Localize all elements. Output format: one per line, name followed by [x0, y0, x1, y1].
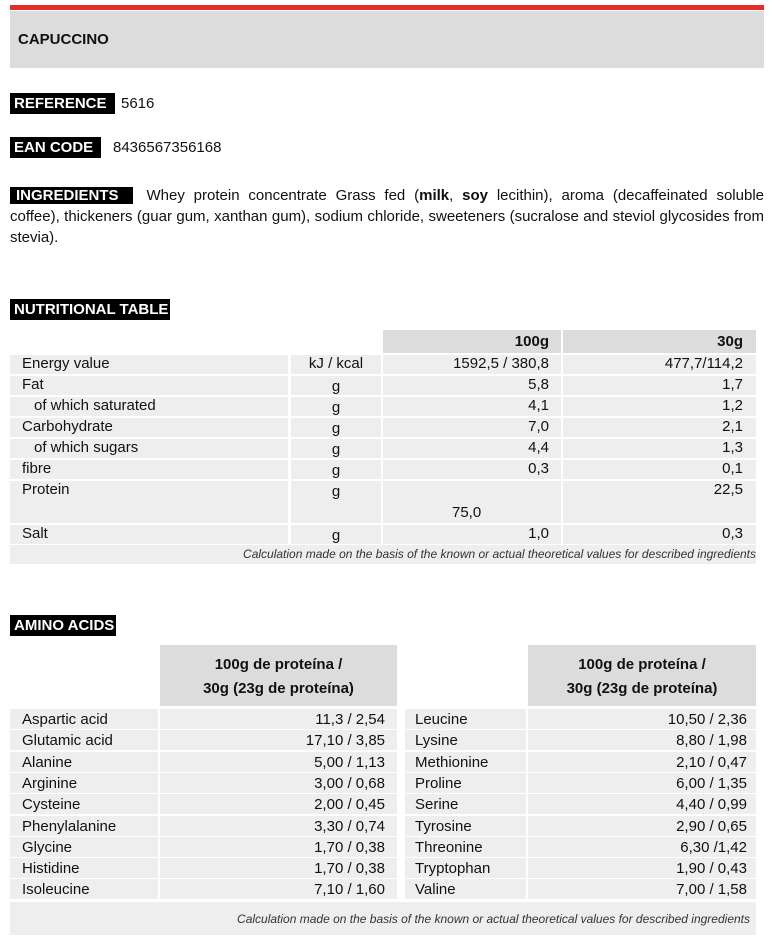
ean-value: 8436567356168 — [113, 139, 222, 156]
col-30g-header: 30g — [717, 333, 743, 350]
amino-value: 3,00 / 0,68 — [314, 775, 385, 792]
amino-name: Proline — [415, 775, 462, 792]
amino-name: Glycine — [22, 839, 73, 856]
amino-value: 11,3 / 2,54 — [315, 711, 385, 728]
nutrient-name: Energy value — [22, 355, 110, 372]
amino-name: Arginine — [22, 775, 78, 792]
nutrient-name: Salt — [22, 525, 48, 542]
nutrition-note: Calculation made on the basis of the known or actual theoretical values for described ingredients — [243, 547, 756, 561]
nutrient-value-30g: 0,3 — [722, 525, 743, 542]
amino-note: Calculation made on the basis of the known or actual theoretical values for described ingredients — [237, 912, 750, 926]
nutrient-value-100g: 4,1 — [528, 397, 549, 414]
amino-value: 7,00 / 1,58 — [676, 881, 747, 898]
ingredients-part: Whey protein concentrate Grass fed ( — [146, 187, 420, 204]
amino-value: 6,00 / 1,35 — [676, 775, 747, 792]
product-header — [10, 11, 764, 68]
amino-name: Isoleucine — [22, 881, 90, 898]
col-100g-header: 100g — [514, 333, 549, 350]
nutrient-value-100g: 75,0 — [452, 504, 482, 521]
nutrient-value-30g: 0,1 — [722, 460, 743, 477]
amino-value: 4,40 / 0,99 — [676, 796, 747, 813]
nutrient-unit: g — [331, 420, 341, 437]
amino-col-header-line2: 30g (23g de proteína) — [203, 680, 354, 697]
amino-value: 8,80 / 1,98 — [676, 732, 747, 749]
amino-value: 3,30 / 0,74 — [314, 818, 385, 835]
amino-name: Tyrosine — [415, 818, 472, 835]
nutrient-unit: g — [331, 441, 341, 458]
allergen-soy: soy — [462, 187, 488, 204]
amino-name: Serine — [415, 796, 459, 813]
nutrient-value-100g: 0,3 — [528, 460, 549, 477]
amino-value: 6,30 /1,42 — [680, 839, 747, 856]
amino-name: Cysteine — [22, 796, 81, 813]
reference-value: 5616 — [121, 95, 155, 112]
nutrient-value-100g: 1592,5 / 380,8 — [453, 355, 549, 372]
product-title: CAPUCCINO — [18, 31, 109, 48]
amino-value: 1,70 / 0,38 — [314, 839, 385, 856]
amino-name: Valine — [415, 881, 456, 898]
amino-value: 7,10 / 1,60 — [314, 881, 385, 898]
amino-label: AMINO ACIDS — [10, 615, 116, 636]
amino-name: Leucine — [415, 711, 468, 728]
nutrient-value-30g: 1,2 — [722, 397, 743, 414]
nutrient-name: of which saturated — [34, 397, 156, 414]
nutrient-name: Protein — [22, 481, 70, 498]
nutrient-name: of which sugars — [34, 439, 139, 456]
amino-col-header-line1: 100g de proteína / — [214, 656, 343, 673]
reference-label: REFERENCE — [10, 93, 115, 114]
nutrient-value-30g: 477,7/114,2 — [664, 355, 743, 372]
nutrient-name: fibre — [22, 460, 52, 477]
nutrient-unit: g — [331, 399, 341, 416]
nutrient-unit: g — [331, 527, 341, 544]
nutrient-value-100g: 7,0 — [528, 418, 549, 435]
amino-name: Methionine — [415, 754, 489, 771]
nutrient-value-100g: 5,8 — [528, 376, 549, 393]
ingredients-label: INGREDIENTS — [10, 187, 133, 204]
amino-name: Threonine — [415, 839, 483, 856]
amino-value: 2,00 / 0,45 — [314, 796, 385, 813]
amino-name: Tryptophan — [415, 860, 491, 877]
nutrition-row-bg — [10, 525, 288, 544]
nutrient-value-30g: 1,7 — [722, 376, 743, 393]
ingredients-part: lecithin), aroma (decaffeinated soluble coffee), thickeners (guar gum, xanthan gum), sodium chloride, sweeteners (sucralose and steviol glycosides from stevia). — [10, 187, 765, 246]
nutrient-value-30g: 22,5 — [713, 481, 743, 498]
nutrition-label: NUTRITIONAL TABLE — [10, 299, 170, 320]
amino-name: Lysine — [415, 732, 458, 749]
nutrient-value-30g: 2,1 — [722, 418, 743, 435]
nutrient-name: Fat — [22, 376, 44, 393]
top-accent-bar — [10, 5, 764, 10]
nutrition-row-bg — [10, 376, 288, 395]
amino-value: 5,00 / 1,13 — [314, 754, 385, 771]
ingredients-text — [10, 185, 764, 248]
amino-value: 10,50 / 2,36 — [667, 711, 747, 728]
amino-value: 1,70 / 0,38 — [314, 860, 385, 877]
nutrient-unit: g — [331, 378, 341, 395]
amino-value: 1,90 / 0,43 — [676, 860, 747, 877]
amino-value: 17,10 / 3,85 — [305, 732, 385, 749]
ean-label: EAN CODE — [10, 137, 101, 158]
amino-name: Histidine — [22, 860, 80, 877]
amino-name: Alanine — [22, 754, 73, 771]
allergen-milk: milk — [419, 187, 450, 204]
amino-col-header-line1: 100g de proteína / — [578, 656, 706, 673]
amino-value: 2,10 / 0,47 — [676, 754, 747, 771]
nutrient-unit: kJ / kcal — [308, 355, 364, 372]
amino-name: Phenylalanine — [22, 818, 117, 835]
amino-name: Aspartic acid — [22, 711, 108, 728]
nutrition-row-bg — [10, 460, 288, 479]
amino-value: 2,90 / 0,65 — [676, 818, 747, 835]
amino-col-header-line2: 30g (23g de proteína) — [566, 680, 718, 697]
nutrient-unit: g — [331, 462, 341, 479]
nutrient-value-30g: 1,3 — [722, 439, 743, 456]
nutrient-value-100g: 4,4 — [528, 439, 549, 456]
nutrient-name: Carbohydrate — [22, 418, 113, 435]
ingredients-separator: , — [449, 187, 463, 204]
nutrient-unit: g — [331, 483, 341, 500]
amino-name: Glutamic acid — [22, 732, 113, 749]
nutrient-value-100g: 1,0 — [528, 525, 549, 542]
